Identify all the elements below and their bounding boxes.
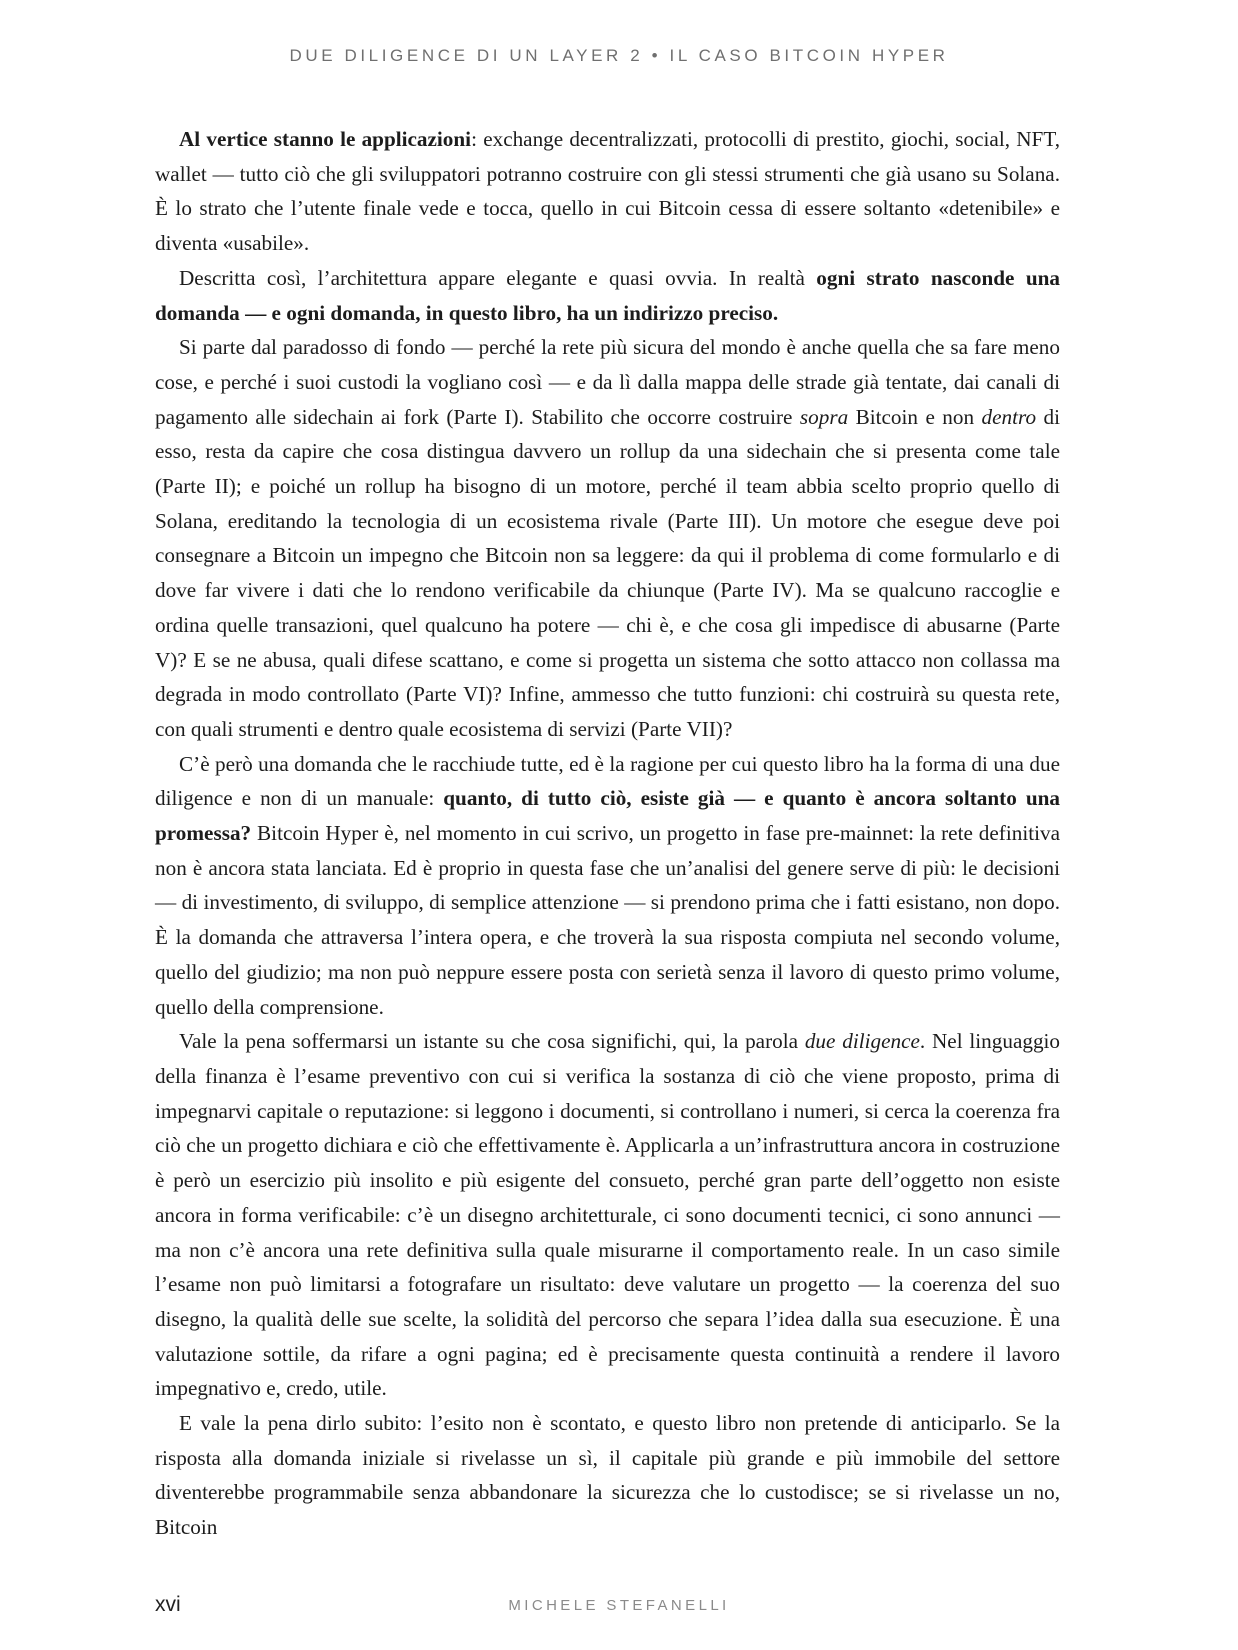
bold-phrase: quanto, di tutto ciò, esiste già — e quanto è ancora soltanto una promessa? bbox=[155, 786, 1060, 846]
paragraph bbox=[155, 1406, 1060, 1545]
body-text bbox=[155, 122, 1060, 1545]
paragraph bbox=[155, 330, 1060, 746]
running-header: DUE DILIGENCE DI UN LAYER 2 • IL CASO BITCOIN HYPER bbox=[289, 46, 949, 65]
italic-phrase: dentro bbox=[981, 404, 1037, 429]
text-run: Descritta così, l’architettura appare elegante e quasi ovvia. In realtà bbox=[179, 265, 817, 290]
paragraph bbox=[155, 1024, 1060, 1406]
text-run: . Nel linguaggio della finanza è l’esame preventivo con cui si verifica la sostanza di ciò che viene proposto, prima di impegnarvi capitale o reputazione: si leggono i documenti, si controllano i numeri, si cerca la coerenza fra ciò che un progetto dichiara e ciò che effettivamente è. Applicarla a un’infrastruttura ancora in costruzione è però un esercizio più insolito e più esigente del consueto, perché gran parte dell’oggetto non esiste ancora in forma verificabile: c’è un disegno architetturale, ci sono documenti tecnici, ci sono annunci — ma non c’è ancora una rete definitiva sulla quale misurarne il comportamento reale. In un caso simile l’esame non può limitarsi a fotografare un risultato: deve valutare un progetto — la coerenza del suo disegno, la qualità delle sue scelte, la solidità del percorso che separa l’idea dalla sua esecuzione. È una valutazione sottile, da rifare a ogni pagina; ed è precisamente questa continuità a rendere il lavoro impegnativo e, credo, utile. bbox=[155, 1029, 1061, 1401]
italic-phrase: sopra bbox=[799, 404, 849, 429]
text-run: Vale la pena soffermarsi un istante su che cosa significhi, qui, la parola bbox=[179, 1029, 805, 1054]
paragraph bbox=[155, 261, 1060, 330]
bold-phrase: ogni strato nasconde una domanda — e ogni domanda, in questo libro, ha un indirizzo preciso. bbox=[155, 265, 1060, 325]
running-footer-author: MICHELE STEFANELLI bbox=[508, 1597, 730, 1614]
paragraph bbox=[155, 122, 1060, 261]
page-number: xvi bbox=[155, 1593, 181, 1616]
text-run: Si parte dal paradosso di fondo — perché la rete più sicura del mondo è anche quella che sa fare meno cose, e perché i suoi custodi la vogliano così — e da lì dalla mappa delle strade già tentate, dai canali di pagamento alle sidechain ai fork (Parte I). Stabilito che occorre costruire bbox=[155, 335, 1060, 429]
text-run: Bitcoin Hyper è, nel momento in cui scrivo, un progetto in fase pre-mainnet: la rete definitiva non è ancora stata lanciata. Ed è proprio in questa fase che un’analisi del genere serve di più: le decisioni — di investimento, di sviluppo, di semplice attenzione — si prendono prima che i fatti esistano, non dopo. È la domanda che attraversa l’intera opera, e che troverà la sua risposta compiuta nel secondo volume, quello del giudizio; ma non può neppure essere posta con serietà senza il lavoro di questo primo volume, quello della comprensione. bbox=[155, 821, 1060, 1019]
paragraph bbox=[155, 747, 1060, 1025]
bold-phrase: Al vertice stanno le applicazioni bbox=[179, 127, 472, 151]
text-run: di esso, resta da capire che cosa distingua davvero un rollup da una sidechain che si presenta come tale (Parte II); e poiché un rollup ha bisogno di un motore, perché il team abbia scelto proprio quello di Solana, ereditando la tecnologia di un ecosistema rivale (Parte III). Un motore che esegue deve poi consegnare a Bitcoin un impegno che Bitcoin non sa leggere: da qui il problema di come formularlo e di dove far vivere i dati che lo rendono verificabile da chiunque (Parte IV). Ma se qualcuno raccoglie e ordina quelle transazioni, quel qualcuno ha potere — chi è, e che cosa gli impedisce di abusarne (Parte V)? E se ne abusa, quali difese scattano, e come si progetta un sistema che sotto attacco non collassa ma degrada in modo controllato (Parte VI)? Infine, ammesso che tutto funzioni: chi costruirà su questa rete, con quali strumenti e dentro quale ecosistema di servizi (Parte VII)? bbox=[155, 404, 1060, 741]
text-run: C’è però una domanda che le racchiude tutte, ed è la ragione per cui questo libro ha la forma di una due diligence e non di un manuale: bbox=[155, 751, 1060, 811]
italic-phrase: due diligence bbox=[804, 1029, 920, 1054]
text-run: Bitcoin e non bbox=[848, 404, 982, 429]
text-run: E vale la pena dirlo subito: l’esito non è scontato, e questo libro non pretende di anticiparlo. Se la risposta alla domanda iniziale si rivelasse un sì, il capitale più grande e più immobile del settore diventerebbe programmabile senza abbandonare la sicurezza che lo custodisce; se si rivelasse un no, Bitcoin bbox=[155, 1411, 1060, 1540]
text-run: : exchange decentralizzati, protocolli di prestito, giochi, social, NFT, wallet — tutto ciò che gli sviluppatori potranno costruire con gli stessi strumenti che già usano su Solana. È lo strato che l’utente finale vede e tocca, quello in cui Bitcoin cessa di essere soltanto «detenibile» e diventa «usabile». bbox=[155, 127, 1060, 256]
